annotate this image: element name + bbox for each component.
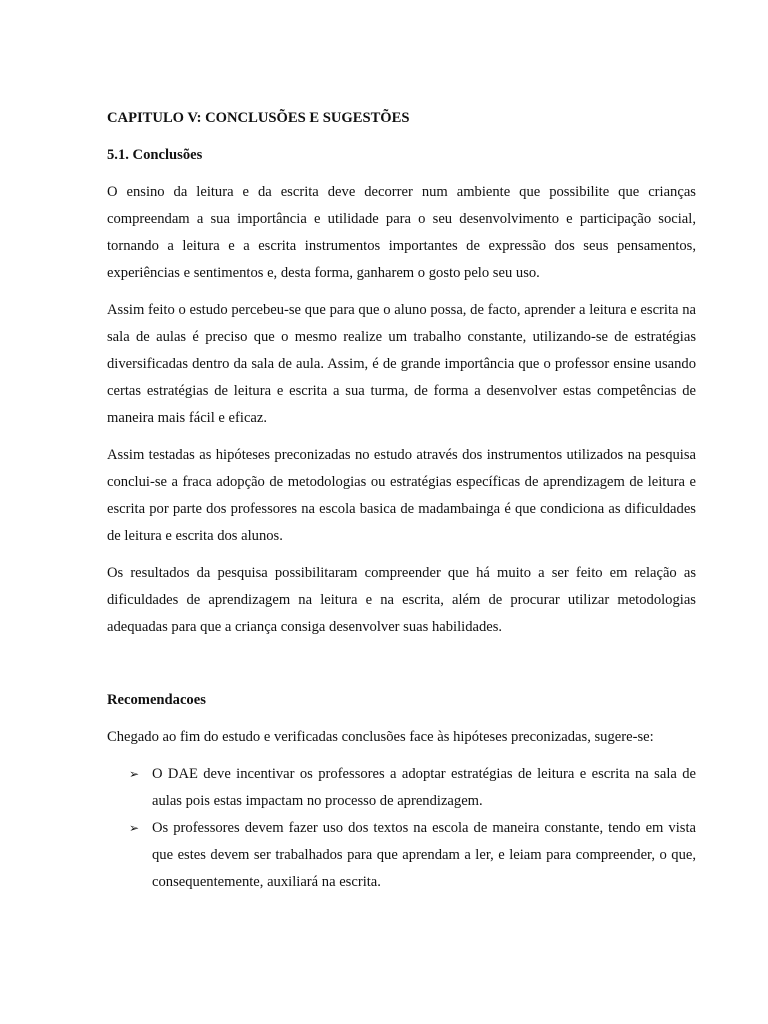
recommendation-text-1: O DAE deve incentivar os professores a adoptar estratégias de leitura e escrita na sala de aulas pois estas impactam no processo de aprendizagem. [152,766,696,809]
conclusion-paragraph-3: Assim testadas as hipóteses preconizadas no estudo através dos instrumentos utilizados na pesquisa conclui-se a fraca adopção de metodologias ou estratégias específicas de aprendizagem de leitura e escrita por parte dos professores na escola basica de madambainga é que condiciona as dificuldades de leitura e escrita dos alunos. [107,447,696,544]
conclusion-paragraph-2: Assim feito o estudo percebeu-se que para que o aluno possa, de facto, aprender a leitura e escrita na sala de aulas é preciso que o mesmo realize um trabalho constante, utilizando-se de estratégias diversificadas dentro da sala de aula. Assim, é de grande importância que o professor ensine usando certas estratégias de leitura e escrita a sua turma, de forma a desenvolver estas competências de maneira mais fácil e eficaz. [107,302,696,426]
recommendations-intro: Chegado ao fim do estudo e verificadas conclusões face às hipóteses preconizadas, sugere-se: [107,729,654,745]
section-title: 5.1. Conclusões [107,147,203,163]
chapter-title: CAPITULO V: CONCLUSÕES E SUGESTÕES [107,110,410,126]
list-item [107,815,696,896]
arrow-bullet-icon: ➢ [129,767,140,781]
arrow-bullet-icon: ➢ [129,821,140,835]
recommendations-list [107,761,696,896]
section-spacer [107,651,696,687]
list-item [107,761,696,815]
conclusion-paragraph-1: O ensino da leitura e da escrita deve decorrer num ambiente que possibilite que crianças compreendam a sua importância e utilidade para o seu desenvolvimento e participação social, tornando a leitura e a escrita instrumentos importantes de expressão dos seus pensamentos, experiências e sentimentos e, desta forma, ganharem o gosto pelo seu uso. [107,184,696,281]
document-page [107,105,696,896]
recommendation-text-2: Os professores devem fazer uso dos textos na escola de maneira constante, tendo em vista que estes devem ser trabalhados para que aprendam a ler, e leiam para compreender, o que, consequentemente, auxiliará na escrita. [152,820,696,890]
conclusion-paragraph-4: Os resultados da pesquisa possibilitaram compreender que há muito a ser feito em relação as dificuldades de aprendizagem na leitura e na escrita, além de procurar utilizar metodologias adequadas para que a criança consiga desenvolver suas habilidades. [107,565,696,635]
recommendations-title: Recomendacoes [107,692,206,708]
